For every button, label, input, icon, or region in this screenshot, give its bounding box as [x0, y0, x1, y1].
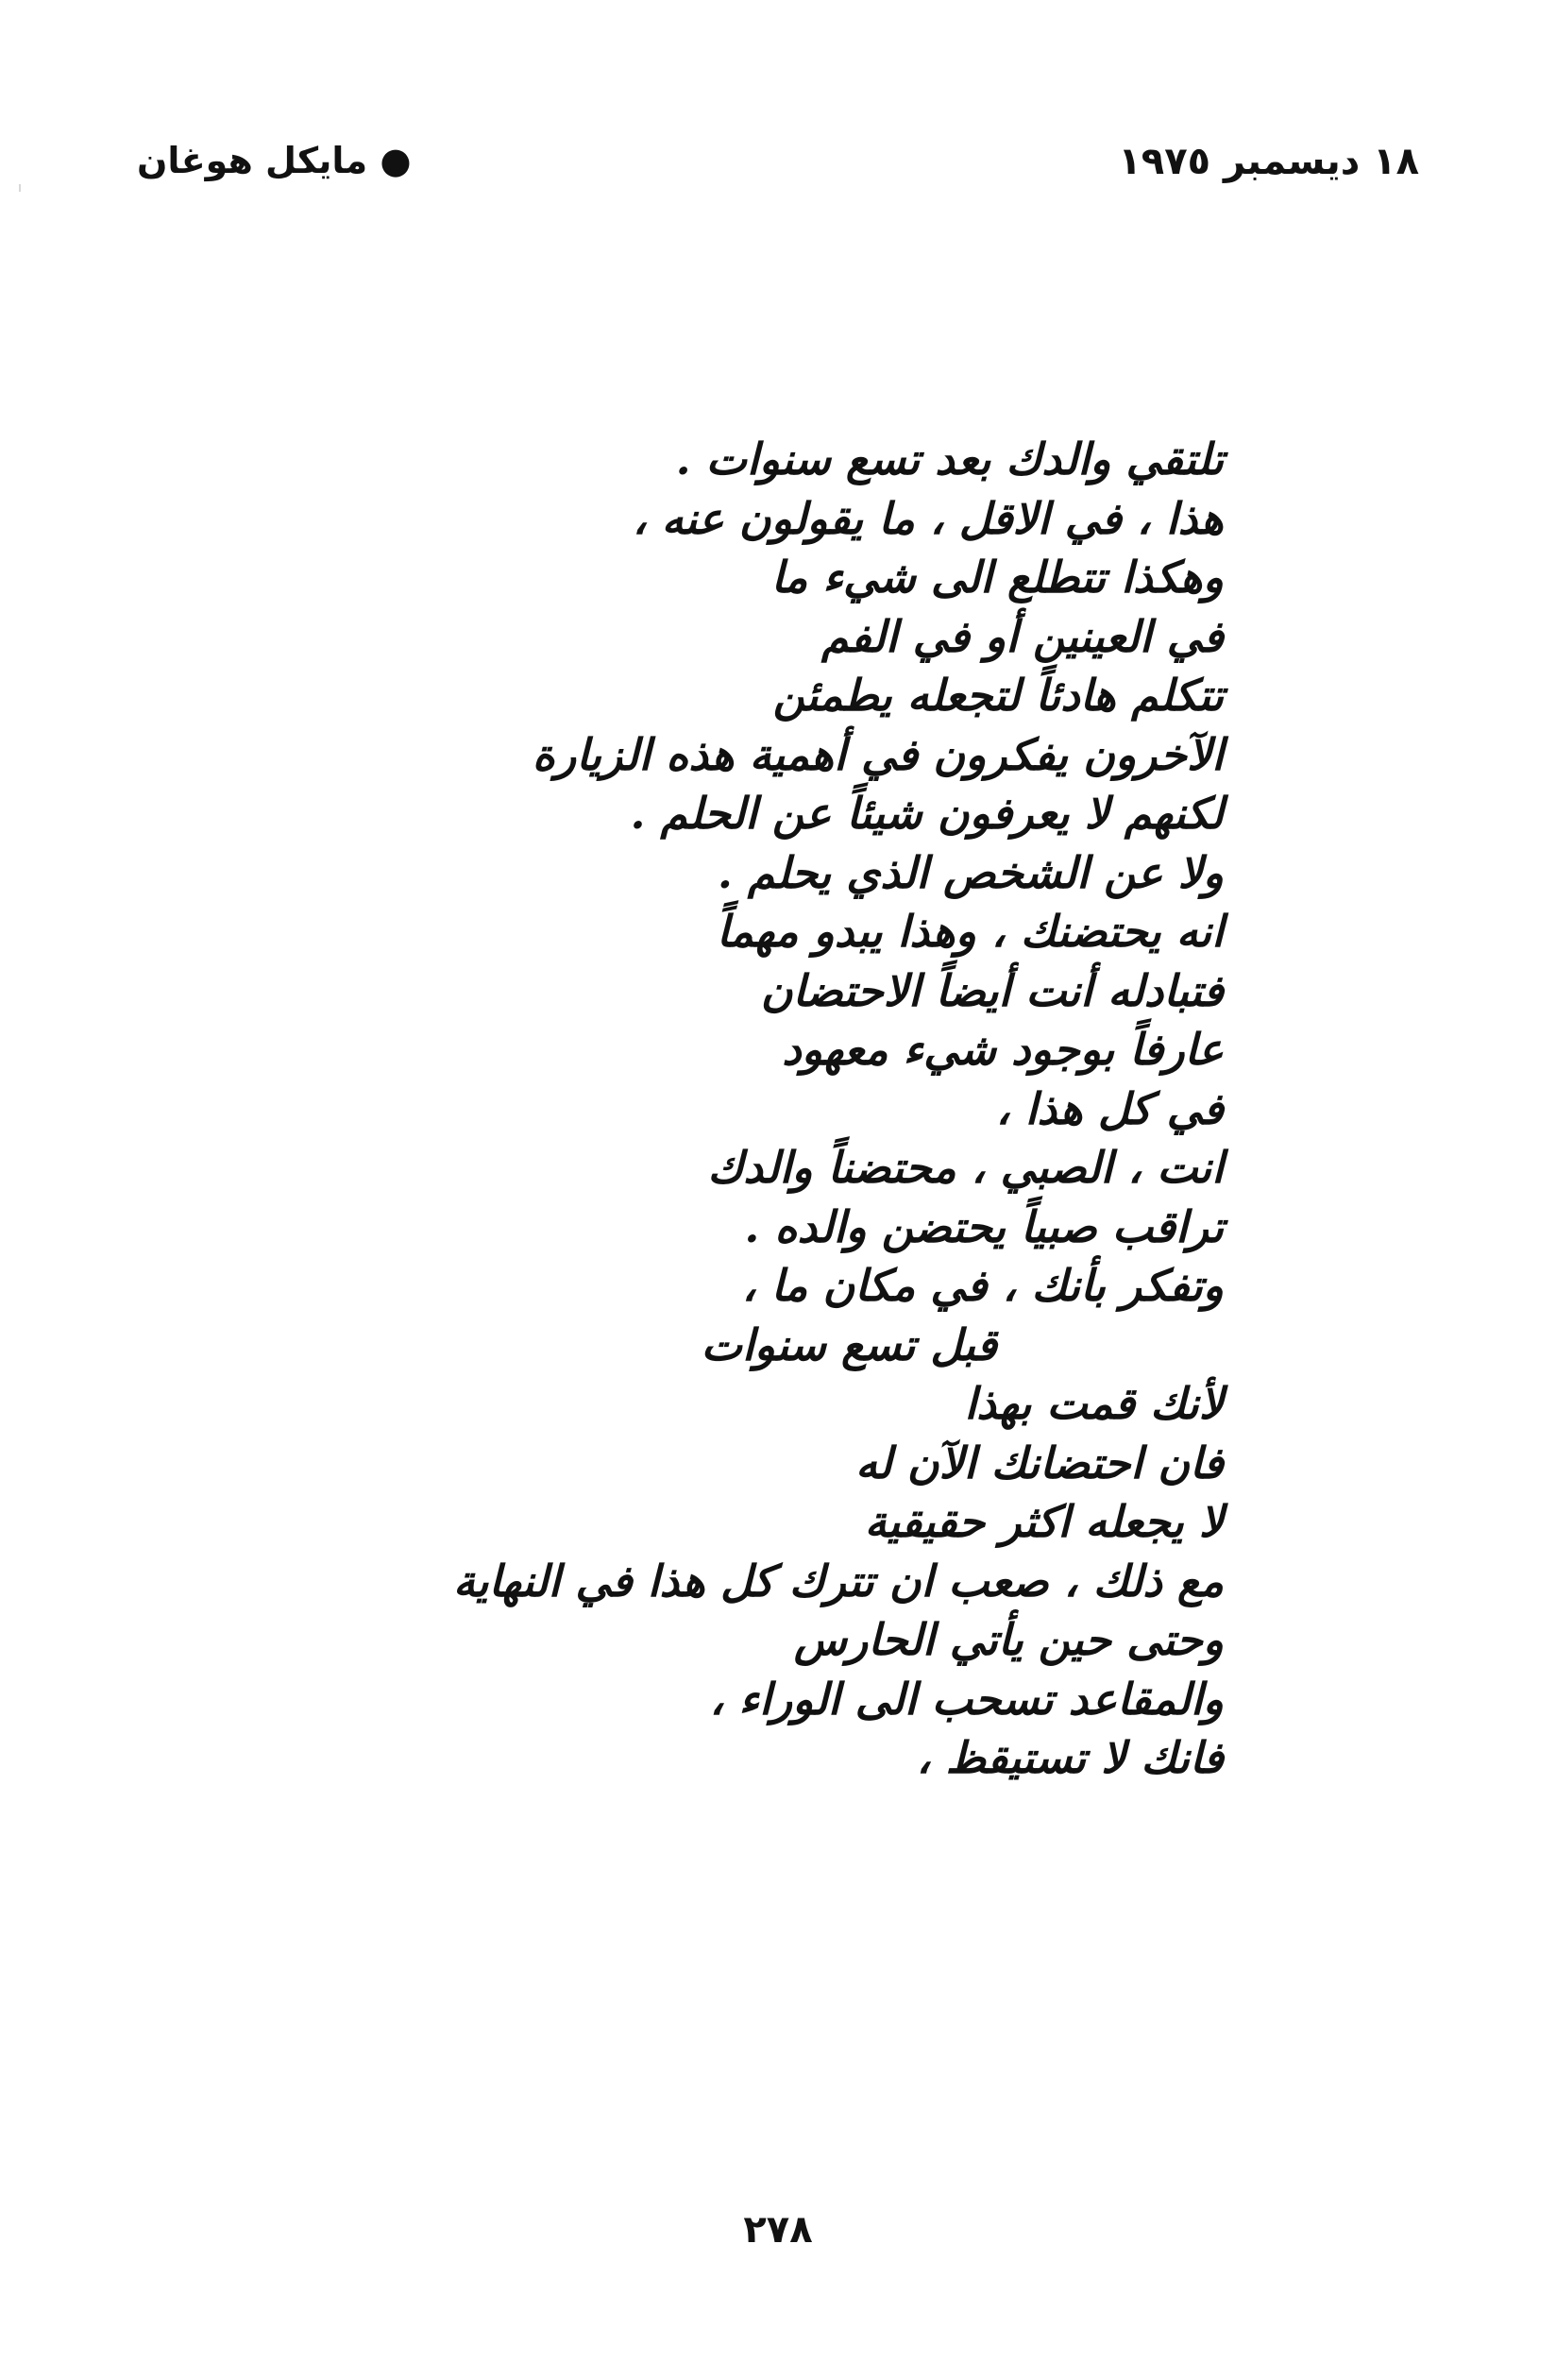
poem-body [374, 430, 1224, 1788]
poem-line: انه يحتضنك ، وهذا يبدو مهماً [717, 906, 1224, 957]
poem-line: تراقب صبياً يحتضن والده . [744, 1200, 1224, 1252]
poem-line: في العينين أو في الفم [820, 610, 1224, 662]
poem-line: عارفاً بوجود شيء معهود [782, 1024, 1224, 1075]
poem-line: فتبادله أنت أيضاً الاحتضان [760, 964, 1224, 1016]
poem-line: في كل هذا ، [995, 1082, 1224, 1134]
poem-line: تتكلم هادئاً لتجعله يطمئن [772, 670, 1224, 721]
poem-line: وهكذا تتطلع الى شيء ما [770, 552, 1224, 603]
poem-line: فانك لا تستيقظ ، [916, 1732, 1224, 1783]
poem-line: انت ، الصبي ، محتضناً والدك [707, 1142, 1224, 1193]
page-number: ٢٧٨ [743, 2208, 813, 2252]
poem-line: فان احتضانك الآن له [855, 1436, 1224, 1488]
running-header-date: ١٨ ديسمبر ١٩٧٥ [1118, 140, 1419, 183]
poem-line: هذا ، في الاقل ، ما يقولون عنه ، [632, 492, 1224, 544]
poem-line: ولا عن الشخص الذي يحلم . [717, 846, 1224, 898]
poem-line: لا يجعله اكثر حقيقية [864, 1496, 1224, 1547]
poem-line: الآخرون يفكرون في أهمية هذه الزيارة [532, 728, 1224, 780]
poem-line-indented: قبل تسع سنوات [701, 1318, 997, 1370]
poem-line: لكنهم لا يعرفون شيئاً عن الحلم . [630, 788, 1224, 839]
running-header-author: ● مايكل هوغان [137, 140, 412, 181]
poem-line: والمقاعد تسحب الى الوراء ، [709, 1673, 1224, 1725]
poem-line: لأنك قمت بهذا [964, 1378, 1224, 1429]
poem-line: مع ذلك ، صعب ان تترك كل هذا في النهاية [453, 1555, 1224, 1606]
poem-line: تلتقي والدك بعد تسع سنوات . [675, 434, 1224, 484]
poem-line: وحتى حين يأتي الحارس [793, 1614, 1224, 1665]
poem-line: وتفكر بأنك ، في مكان ما ، [741, 1260, 1224, 1311]
scan-mark [19, 184, 21, 192]
